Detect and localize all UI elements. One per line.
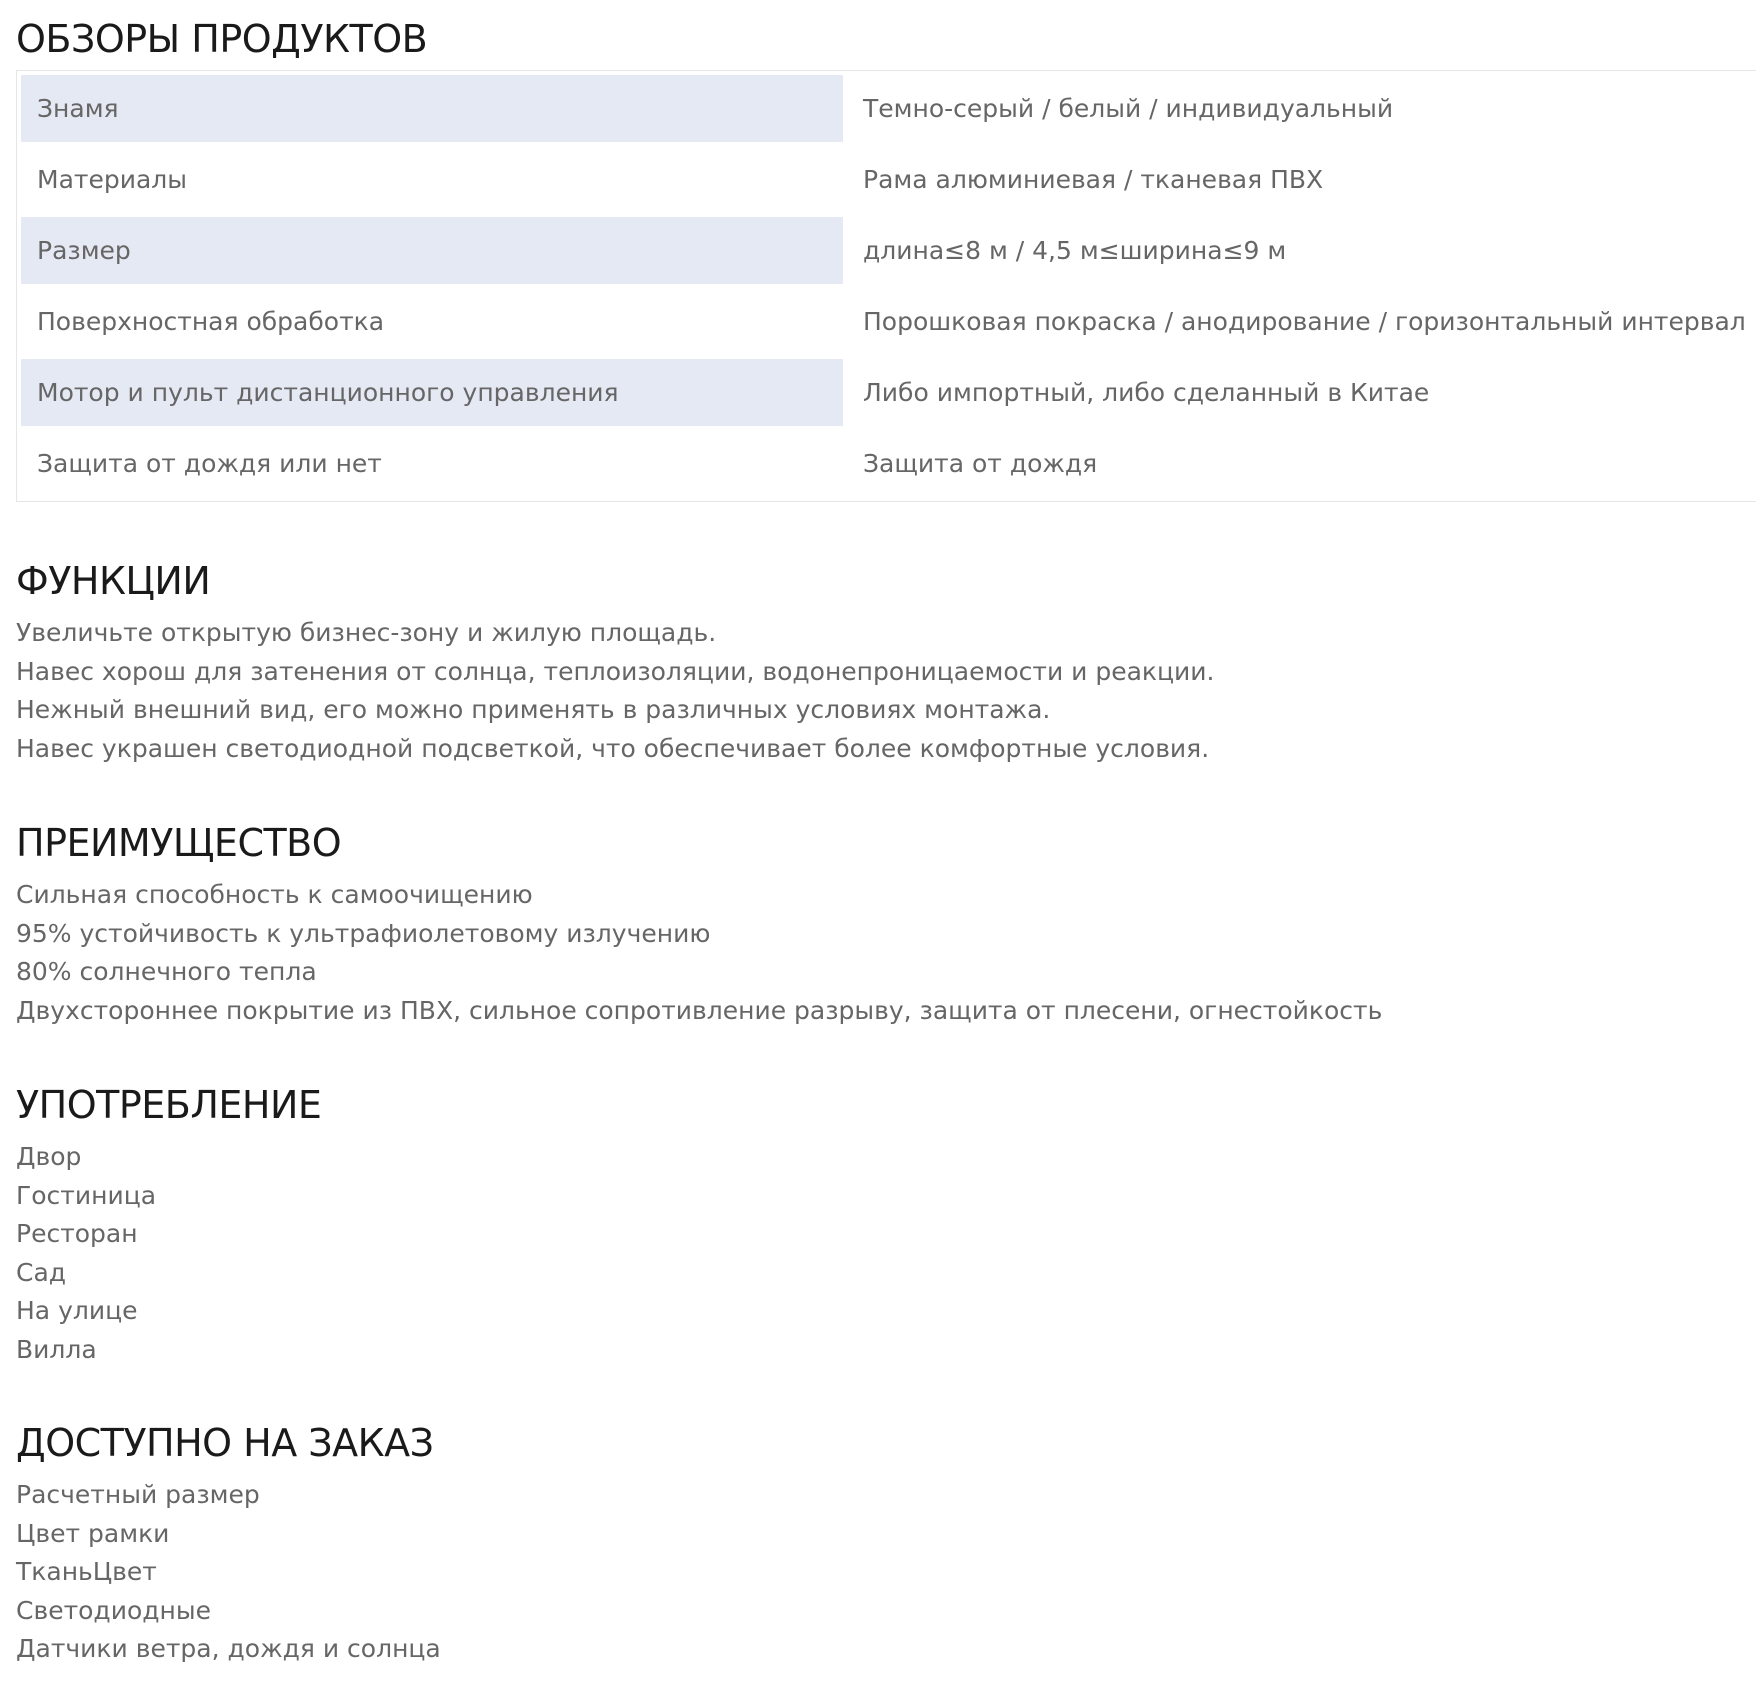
list-item: Расчетный размер — [16, 1480, 260, 1509]
spec-value: Темно-серый / белый / индивидуальный — [863, 94, 1394, 123]
list-item: Увеличьте открытую бизнес-зону и жилую площадь. — [16, 618, 717, 647]
custom-title: ДОСТУПНО НА ЗАКАЗ — [16, 1421, 434, 1465]
usage-title: УПОТРЕБЛЕНИЕ — [16, 1083, 322, 1127]
functions-section — [16, 559, 1215, 768]
list-item: Светодиодные — [16, 1595, 212, 1625]
table-row — [21, 288, 1756, 355]
spec-table — [16, 70, 1756, 502]
advantage-section — [16, 821, 1383, 1030]
spec-key: Материалы — [37, 165, 187, 194]
overview-title: ОБЗОРЫ ПРОДУКТОВ — [16, 17, 428, 61]
usage-section — [16, 1083, 322, 1369]
list-item: На улице — [16, 1296, 138, 1325]
list-item: Навес хорош для затенения от солнца, теплоизоляции, водонепроницаемости и реакции. — [16, 656, 1215, 686]
list-item: Ресторан — [16, 1219, 138, 1248]
spec-key: Мотор и пульт дистанционного управления — [21, 359, 843, 426]
list-item: Навес украшен светодиодной подсветкой, что обеспечивает более комфортные условия. — [16, 733, 1210, 763]
spec-value: Рама алюминиевая / тканевая ПВХ — [863, 165, 1324, 194]
list-item: Нежный внешний вид, его можно применять в различных условиях монтажа. — [16, 695, 1051, 724]
custom-section — [16, 1421, 441, 1669]
list-item: Двор — [16, 1142, 82, 1171]
custom-list — [16, 1476, 441, 1669]
spec-key: Размер — [21, 217, 843, 284]
list-item: Двухстороннее покрытие из ПВХ, сильное сопротивление разрыву, защита от плесени, огнестойкость — [16, 995, 1383, 1025]
list-item: Гостиница — [16, 1180, 157, 1210]
usage-list — [16, 1138, 321, 1369]
list-item: 95% устойчивость к ультрафиолетовому излучению — [16, 918, 711, 948]
list-item: 80% солнечного тепла — [16, 957, 317, 986]
functions-title: ФУНКЦИИ — [16, 559, 211, 603]
table-row — [21, 217, 1756, 284]
table-row — [21, 359, 1756, 426]
list-item: Датчики ветра, дождя и солнца — [16, 1634, 441, 1663]
advantage-list — [16, 876, 1382, 1030]
spec-key: Знамя — [21, 75, 843, 142]
list-item: Сильная способность к самоочищению — [16, 880, 533, 909]
functions-list — [16, 614, 1214, 768]
spec-value: Порошковая покраска / анодирование / горизонтальный интервал — [863, 307, 1746, 336]
list-item: Сад — [16, 1257, 67, 1287]
list-item: Цвет рамки — [16, 1518, 170, 1548]
table-row — [21, 430, 1756, 497]
spec-value: Либо импортный, либо сделанный в Китае — [863, 378, 1430, 407]
spec-value: длина≤8 м / 4,5 м≤ширина≤9 м — [863, 236, 1287, 265]
spec-key: Защита от дождя или нет — [37, 449, 382, 478]
spec-key: Поверхностная обработка — [37, 307, 385, 336]
table-row — [21, 146, 1756, 213]
advantage-title: ПРЕИМУЩЕСТВО — [16, 821, 342, 865]
table-row — [21, 75, 1756, 142]
list-item: ТканьЦвет — [16, 1557, 157, 1586]
list-item: Вилла — [16, 1334, 97, 1364]
spec-value: Защита от дождя — [863, 449, 1098, 478]
